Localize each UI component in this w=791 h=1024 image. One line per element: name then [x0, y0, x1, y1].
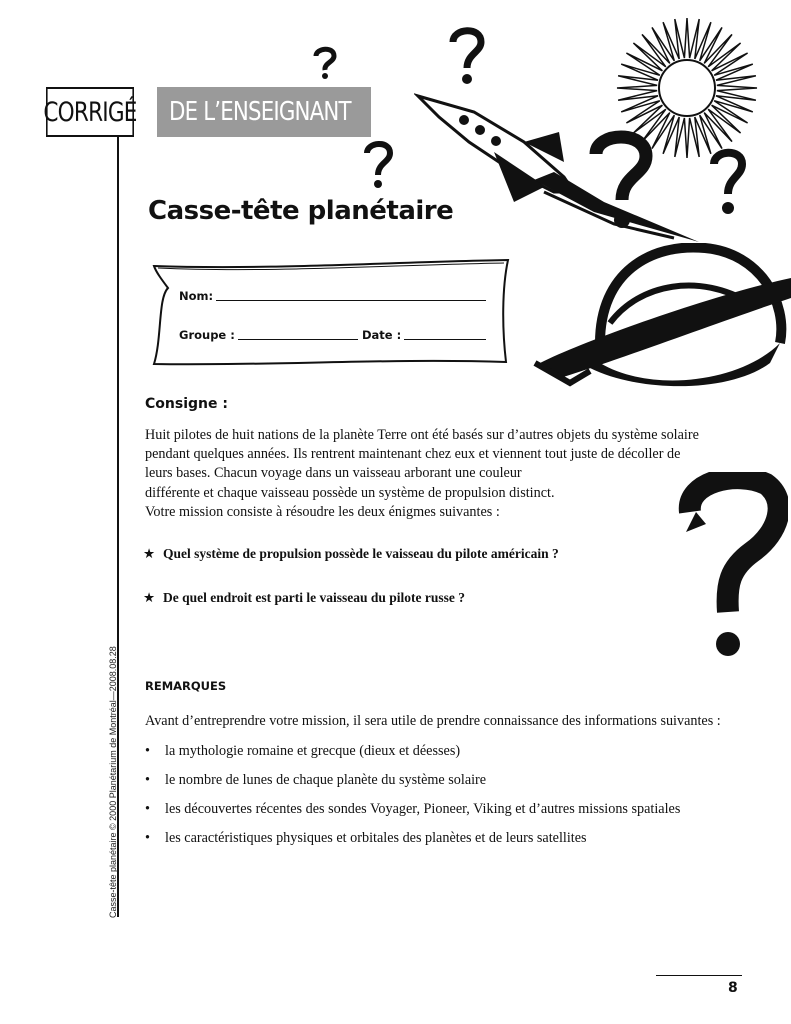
page-number: 8	[728, 980, 738, 996]
header-enseignant-text: DE L’ENSEIGNANT	[169, 97, 351, 127]
star-icon: ★	[143, 590, 156, 605]
page-title: Casse-tête planétaire	[148, 196, 454, 226]
remarques-item-text: les découvertes récentes des sondes Voyager, Pioneer, Viking et d’autres missions spatiales	[165, 801, 681, 817]
nom-label: Nom:	[179, 289, 214, 303]
remarques-intro: Avant d’entreprendre votre mission, il sera utile de prendre connaissance des informations suivantes :	[145, 713, 721, 729]
rocket-icon	[414, 92, 704, 242]
consigne-line: Huit pilotes de huit nations de la planète Terre ont été basés sur d’autres objets du système solaire	[145, 427, 699, 443]
remarques-item	[145, 830, 587, 847]
bullet-icon: •	[145, 772, 150, 788]
consigne-line: leurs bases. Chacun voyage dans un vaisseau arborant une couleur	[145, 465, 522, 481]
bullet-icon: •	[145, 801, 150, 817]
copyright-notice: Casse-tête planétaire © 2000 Planétarium de Montréal—2008.08.28	[108, 646, 118, 918]
question-1	[143, 546, 559, 562]
remarques-item-text: le nombre de lunes de chaque planète du système solaire	[165, 772, 487, 788]
header-corrige-text: CORRIGÉ	[43, 96, 137, 128]
remarques-item	[145, 772, 486, 789]
remarques-item-text: la mythologie romaine et grecque (dieux et déesses)	[165, 743, 461, 759]
remarques-heading: REMARQUES	[145, 679, 227, 693]
consigne-line: Votre mission consiste à résoudre les deux énigmes suivantes :	[145, 504, 500, 520]
question-mark-mid-icon	[362, 140, 396, 190]
date-label: Date :	[362, 328, 402, 342]
date-field[interactable]	[404, 339, 486, 340]
consigne-line: pendant quelques années. Ils rentrent maintenant chez eux et viennent tout juste de décoller de	[145, 446, 681, 462]
footer-rule	[656, 975, 742, 976]
question-text: Quel système de propulsion possède le vaisseau du pilote américain ?	[163, 546, 559, 561]
question-text: De quel endroit est parti le vaisseau du pilote russe ?	[163, 590, 466, 605]
planet-with-rings-icon	[530, 243, 791, 413]
question-mark-top-icon	[447, 26, 487, 86]
groupe-field[interactable]	[238, 339, 358, 340]
header-corrige-box	[43, 87, 137, 137]
remarques-item	[145, 801, 680, 818]
header-enseignant-box	[157, 87, 371, 137]
question-mark-right-icon	[586, 128, 656, 232]
form-frame	[150, 258, 512, 368]
question-mark-large-icon	[676, 472, 788, 662]
nom-field[interactable]	[216, 300, 486, 301]
star-icon: ★	[143, 546, 156, 561]
groupe-label: Groupe :	[179, 328, 235, 342]
bullet-icon: •	[145, 830, 150, 846]
question-mark-far-right-icon	[708, 148, 748, 218]
question-mark-small-icon	[312, 46, 340, 80]
question-2	[143, 590, 465, 606]
remarques-item	[145, 743, 460, 760]
consigne-heading: Consigne :	[145, 396, 228, 412]
remarques-item-text: les caractéristiques physiques et orbitales des planètes et de leurs satellites	[165, 830, 587, 846]
student-info-box	[150, 258, 512, 368]
consigne-line: différente et chaque vaisseau possède un système de propulsion distinct.	[145, 485, 555, 501]
bullet-icon: •	[145, 743, 150, 759]
